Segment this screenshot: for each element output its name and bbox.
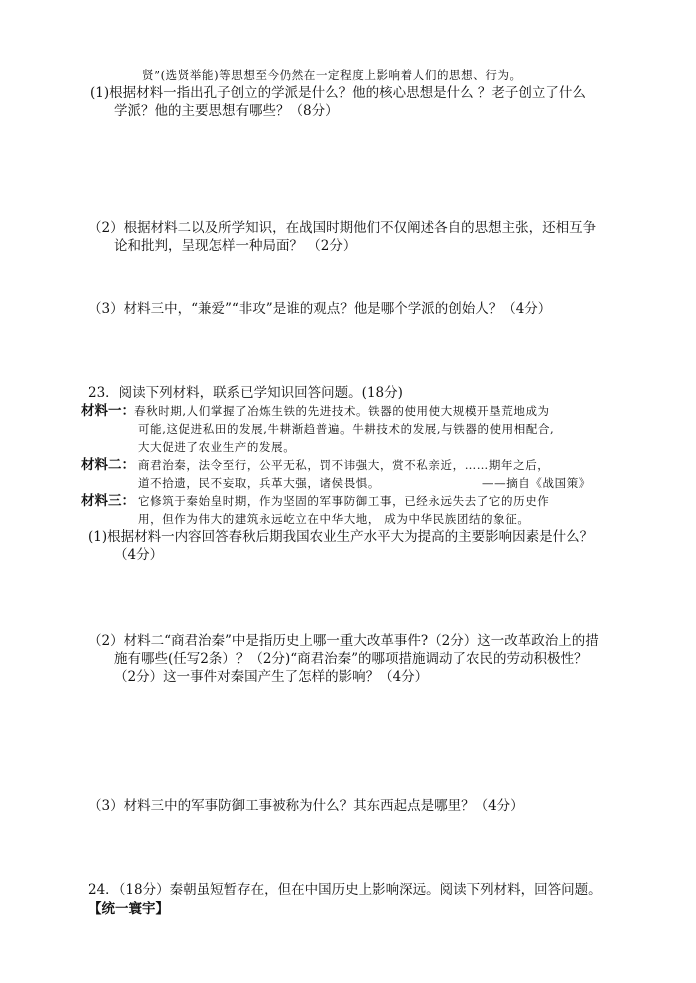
q23-material1-line3: 大大促进了农业生产的发展。 [138, 440, 296, 454]
q23-intro: 23．阅读下列材料，联系已学知识回答问题。(18分) [88, 385, 403, 401]
q22-sub3: （3）材料三中，“兼爱”“非攻”是谁的观点？他是哪个学派的创始人？（4分） [88, 301, 552, 317]
q23-material3-label: 材料三： [81, 493, 135, 509]
q22-sub1-line2: 学派？他的主要思想有哪些？（8分） [114, 103, 339, 119]
q23-sub2-line3: （2分）这一事件对秦国产生了怎样的影响？（4分） [114, 669, 429, 685]
q23-material1-line1: 春秋时期,人们掌握了冶炼生铁的先进技术。铁器的使用使大规模开垦荒地成为 [134, 404, 550, 418]
q23-material2-line1: 商君治秦，法令至行，公平无私，罚不讳强大，赏不私亲近，……期年之后， [138, 458, 550, 472]
q22-sub2-line1: （2）根据材料二以及所学知识，在战国时期他们不仅阐述各自的思想主张，还相互争 [88, 220, 597, 236]
q23-material3-line1: 它修筑于秦始皇时期，作为坚固的军事防御工事，已经永远失去了它的历史作 [138, 494, 550, 508]
q23-material2-label: 材料二： [81, 457, 135, 473]
q23-material2-source: ——摘自《战国策》 [482, 476, 591, 490]
q23-sub3: （3）材料三中的军事防御工事被称为什么？其东西起点是哪里？（4分） [88, 798, 524, 814]
q23-sub2-line2: 施有哪些(任写2条）？（2分)“商君治秦”的哪项措施调动了农民的劳动积极性？ [114, 651, 588, 667]
q24-heading: 【统一寰宇】 [88, 901, 169, 917]
q22-sub2-line2: 论和批判，呈现怎样一种局面？ （2分） [114, 238, 357, 254]
q23-material3-line2: 用，但作为伟大的建筑永远屹立在中华大地， 成为中华民族团结的象征。 [138, 512, 530, 526]
q22-material-end: 贤”(选贤举能)等思想至今仍然在一定程度上影响着人们的思想、行为。 [142, 68, 522, 82]
q23-sub2-line1: （2）材料二“商君治秦”中是指历史上哪一重大改革事件?（2分）这一改革政治上的措 [88, 633, 599, 649]
q23-material1-label: 材料一： [81, 403, 135, 419]
q23-material1-line2: 可能,这促进私田的发展,牛耕渐趋普遍。牛耕技术的发展,与铁器的使用相配合, [138, 422, 555, 436]
q22-sub1-line1: (1)根据材料一指出孔子创立的学派是什么？他的核心思想是什么 ？老子创立了什么 [90, 85, 586, 101]
q24-intro: 24．（18分）秦朝虽短暂存在，但在中国历史上影响深远。阅读下列材料，回答问题。 [88, 882, 602, 898]
q23-material2-line2: 道不拾遗，民不妄取，兵革大强，诸侯畏惧。 [138, 476, 380, 490]
q23-sub1-line2: （4分） [114, 547, 164, 563]
q23-sub1-line1: (1)根据材料一内容回答春秋后期我国农业生产水平大为提高的主要影响因素是什么？ [88, 529, 594, 545]
